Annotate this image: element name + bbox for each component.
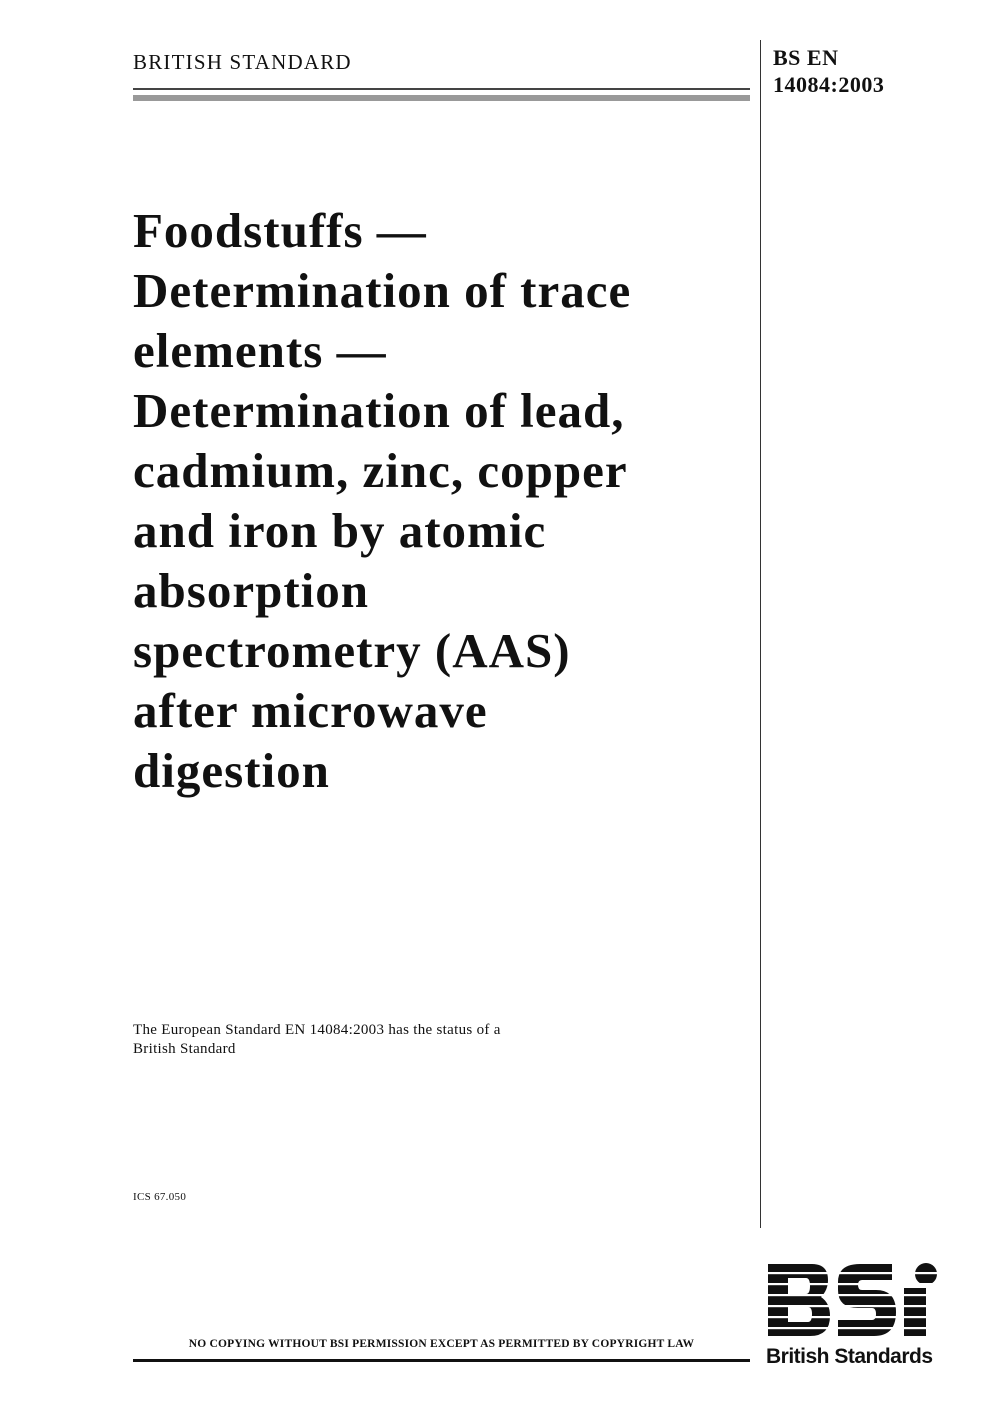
standard-number [773, 44, 884, 98]
title-line: absorption [133, 563, 370, 618]
status-note-line: British Standard [133, 1041, 236, 1057]
header-rule-thick [133, 95, 750, 101]
copyright-notice: NO COPYING WITHOUT BSI PERMISSION EXCEPT AS PERMITTED BY COPYRIGHT LAW [188, 1338, 695, 1350]
title-line: Foodstuffs — [133, 203, 427, 258]
title-line: Determination of lead, [133, 383, 625, 438]
title-line: spectrometry (AAS) [133, 623, 571, 678]
series-label: BRITISH STANDARD [133, 50, 352, 74]
title-line: and iron by atomic [133, 503, 547, 558]
standard-number-code: 14084:2003 [773, 72, 885, 97]
bsi-logo-caption: British Standards [766, 1345, 933, 1368]
standard-number-prefix: BS EN [773, 45, 839, 70]
vertical-divider [760, 40, 761, 1228]
title-line: Determination of trace [133, 263, 632, 318]
copyright-rule [133, 1359, 750, 1362]
header-rule-thin [133, 88, 750, 90]
status-note [133, 1021, 501, 1059]
title-line: elements — [133, 323, 387, 378]
status-note-line: The European Standard EN 14084:2003 has the status of a [133, 1022, 501, 1038]
title-line: after microwave [133, 683, 488, 738]
title-line: digestion [133, 743, 330, 798]
document-title [133, 201, 753, 801]
title-line: cadmium, zinc, copper [133, 443, 628, 498]
ics-code: ICS 67.050 [133, 1191, 187, 1203]
bsi-wordmark-graphic [766, 1262, 946, 1344]
